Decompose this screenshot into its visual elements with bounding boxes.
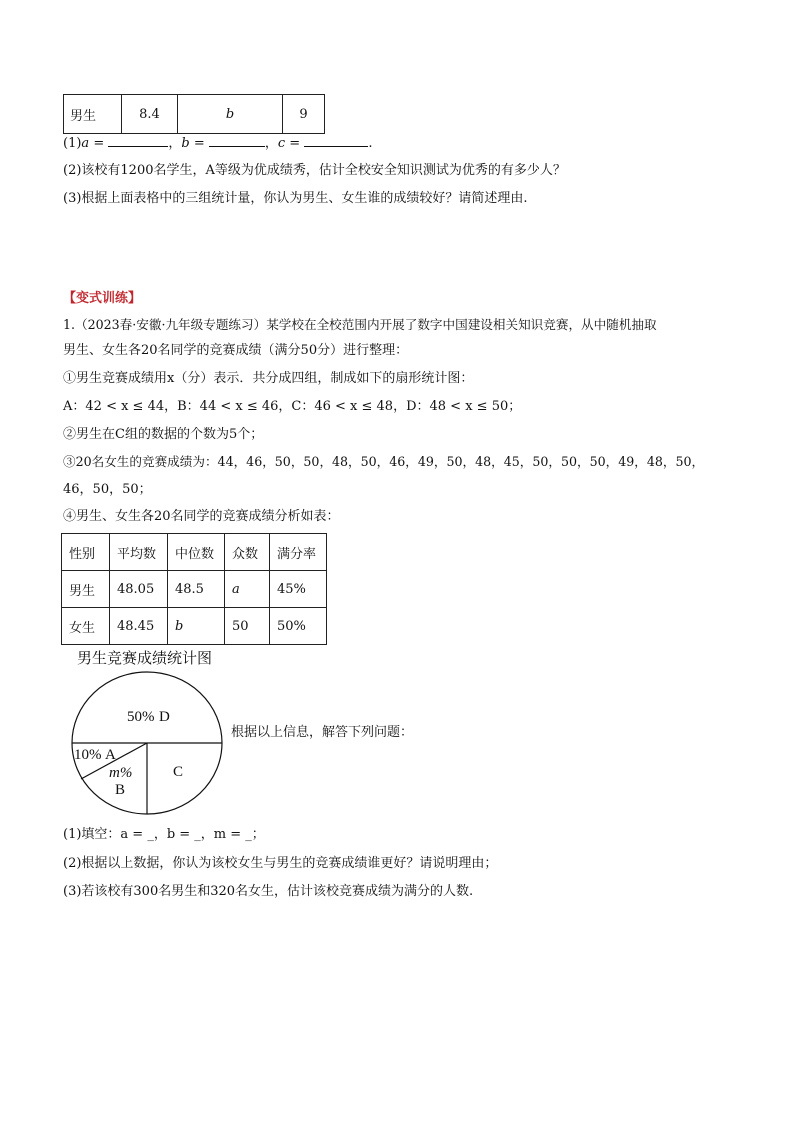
group-definitions: A：42 < x ≤ 44，B：44 < x ≤ 46，C：46 < x ≤ 48，D：48 < x ≤ 50； bbox=[63, 399, 522, 414]
pie-chart-svg bbox=[65, 667, 231, 821]
table-header-row bbox=[62, 534, 327, 571]
problem-question-2: (2)根据以上数据，你认为该校女生与男生的竞赛成绩谁更好？请说明理由； bbox=[63, 856, 498, 871]
table-cell: b bbox=[168, 608, 225, 645]
header-full-rate: 满分率 bbox=[270, 534, 327, 571]
table-cell: 50 bbox=[225, 608, 270, 645]
condition-1: ①男生竞赛成绩用x（分）表示．共分成四组，制成如下的扇形统计图： bbox=[63, 371, 474, 386]
chart-side-text: 根据以上信息，解答下列问题： bbox=[231, 725, 414, 740]
answer-blank-b[interactable] bbox=[209, 134, 265, 147]
chart-title: 男生竞赛成绩统计图 bbox=[77, 649, 213, 667]
var-a: a bbox=[81, 136, 90, 151]
analysis-table bbox=[61, 533, 327, 645]
condition-3-line1: ③20名女生的竞赛成绩为：44，46，50，50，48，50，46，49，50，48，45，50，50，50，49，48，50， bbox=[63, 454, 705, 469]
table-cell: 男生 bbox=[62, 571, 110, 608]
table-cell: 45% bbox=[270, 571, 327, 608]
answer-blank-a[interactable] bbox=[108, 134, 168, 147]
problem-intro-line1: 1.（2023春·安徽·九年级专题练习）某学校在全校范围内开展了数字中国建设相关知识竞赛，从中随机抽取 bbox=[63, 317, 657, 332]
table-cell: 48.05 bbox=[110, 571, 168, 608]
header-mode: 众数 bbox=[225, 534, 270, 571]
table-row bbox=[62, 608, 327, 645]
condition-2: ②男生在C组的数据的个数为5个； bbox=[63, 427, 264, 442]
table-row bbox=[62, 571, 327, 608]
table-cell: b bbox=[178, 95, 283, 134]
table-cell: 9 bbox=[283, 95, 325, 134]
pie-chart bbox=[65, 667, 231, 821]
condition-3-line2: 46，50，50； bbox=[63, 482, 152, 497]
table-cell: 女生 bbox=[62, 608, 110, 645]
problem-intro-line2: 男生、女生各20名同学的竞赛成绩（满分50分）进行整理： bbox=[63, 343, 409, 358]
header-gender: 性别 bbox=[62, 534, 110, 571]
condition-4: ④男生、女生各20名同学的竞赛成绩分析如表： bbox=[63, 509, 340, 524]
comma: ， bbox=[264, 136, 278, 151]
question-3: (3)根据上面表格中的三组统计量，你认为男生、女生谁的成绩较好？请简述理由. bbox=[63, 191, 528, 206]
header-mean: 平均数 bbox=[110, 534, 168, 571]
table-cell: 男生 bbox=[64, 95, 122, 134]
slice-label-c: C bbox=[173, 764, 184, 780]
problem-question-1: (1)填空：a = _，b = _，m = _； bbox=[63, 827, 265, 842]
section-title: 【变式训练】 bbox=[63, 291, 142, 306]
table-cell: a bbox=[225, 571, 270, 608]
period: . bbox=[368, 136, 373, 151]
slice-label-a: A bbox=[105, 747, 116, 763]
score-summary-table-partial bbox=[63, 94, 325, 134]
table-cell: 8.4 bbox=[122, 95, 178, 134]
slice-label-b: B bbox=[115, 782, 126, 798]
table-cell: 50% bbox=[270, 608, 327, 645]
var-b: b bbox=[181, 136, 190, 151]
answer-blank-c[interactable] bbox=[304, 134, 368, 147]
equals: = bbox=[285, 136, 305, 151]
header-median: 中位数 bbox=[168, 534, 225, 571]
slice-label-d: D bbox=[159, 709, 170, 725]
comma: ， bbox=[168, 136, 182, 151]
var-c: c bbox=[277, 136, 286, 151]
table-cell: 48.45 bbox=[110, 608, 168, 645]
slice-label-d-value: 50% bbox=[127, 709, 155, 725]
table-row bbox=[64, 95, 325, 134]
question-2: (2)该校有1200名学生，A等级为优成绩秀，估计全校安全知识测试为优秀的有多少人？ bbox=[63, 163, 566, 178]
slice-label-b-value: m% bbox=[109, 765, 133, 781]
equals: = bbox=[189, 136, 209, 151]
question-1-fill-blanks bbox=[63, 134, 372, 153]
equals: = bbox=[89, 136, 109, 151]
table-cell: 48.5 bbox=[168, 571, 225, 608]
slice-label-a-value: 10% bbox=[74, 747, 102, 763]
problem-question-3: (3)若该校有300名男生和320名女生，估计该校竞赛成绩为满分的人数. bbox=[63, 884, 474, 899]
q-number: (1) bbox=[63, 136, 82, 151]
